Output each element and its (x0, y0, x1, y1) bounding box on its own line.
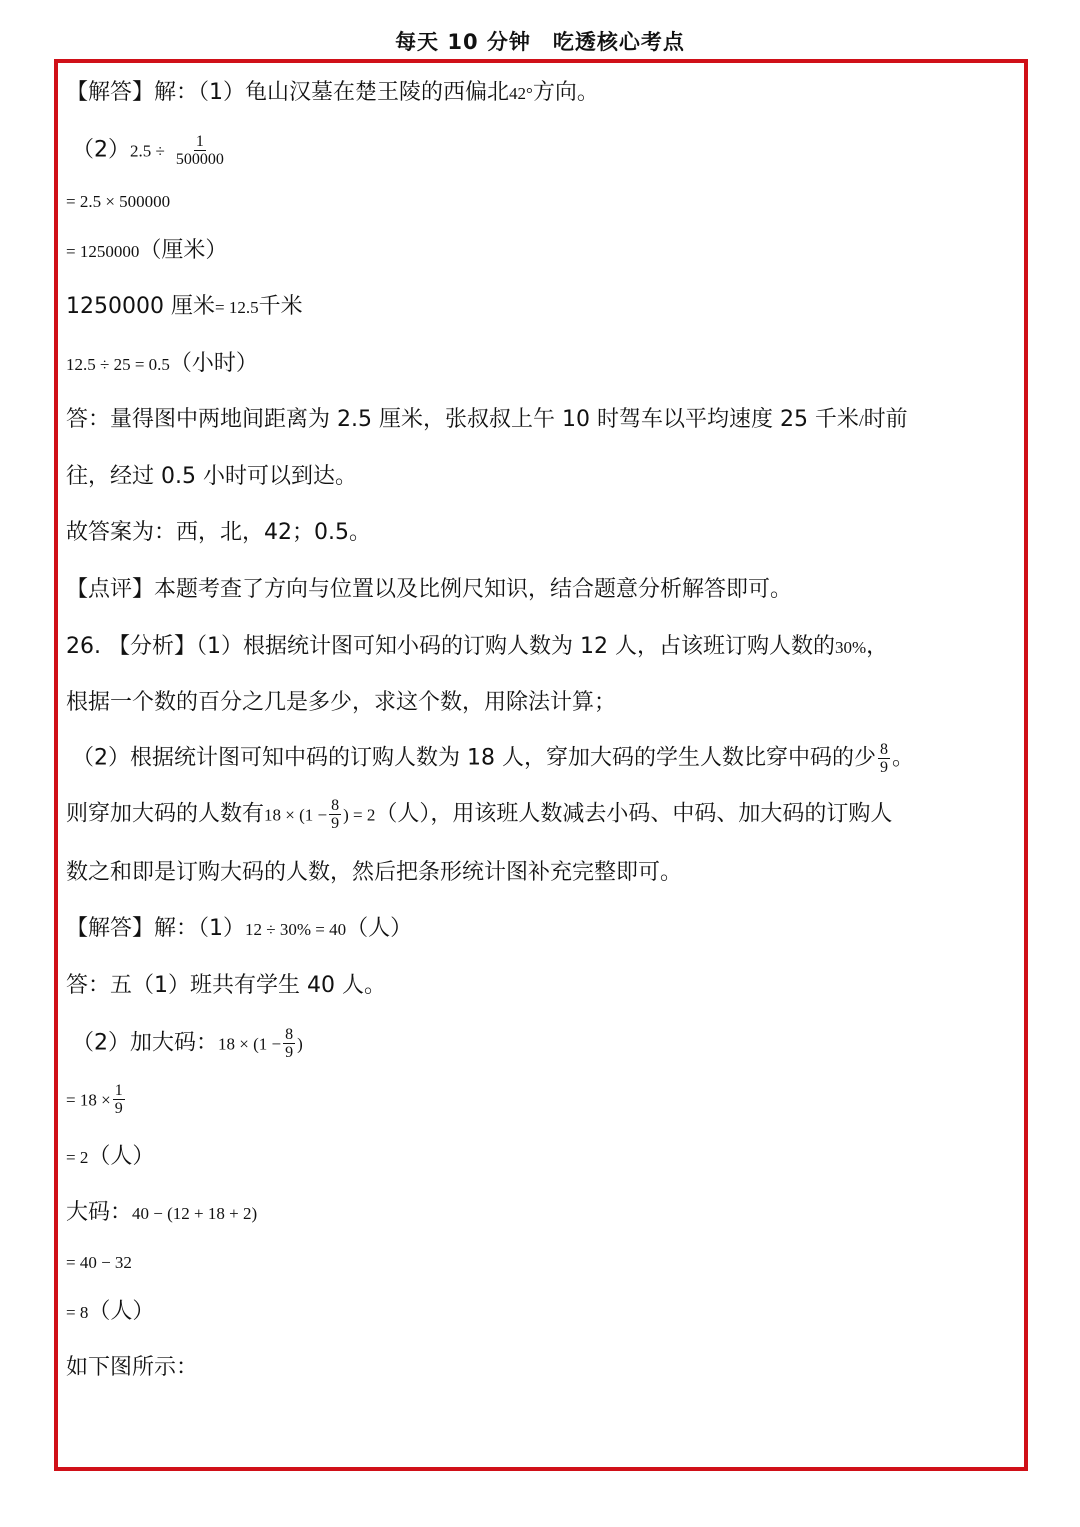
solution-line-3 (66, 1082, 127, 1117)
fraction (878, 741, 890, 776)
math-expression: = 2 (66, 1148, 89, 1167)
line-text: （人），用该班人数减去小码、中码、加大码的订购人 (375, 801, 893, 827)
math-expression: = 2.5 × 500000 (66, 192, 171, 211)
fraction (113, 1082, 125, 1117)
answer-conclusion (66, 405, 908, 436)
line-text: （2） (72, 137, 130, 163)
answer-line-direction (66, 78, 599, 109)
fraction-denominator: 500000 (175, 151, 224, 168)
fraction-denominator: 9 (285, 1044, 294, 1061)
line-text: 。 (891, 745, 914, 771)
analysis-line-4 (66, 797, 892, 832)
comment-line: 【点评】本题考查了方向与位置以及比例尺知识，结合题意分析解答即可。 (66, 577, 793, 602)
line-text: 【解答】解：（1）龟山汉墓在楚王陵的西偏北 (66, 80, 509, 105)
fraction-denominator: 9 (114, 1100, 123, 1117)
answer-line-hours (66, 349, 258, 380)
slash: / (858, 411, 864, 430)
line-text: 大码： (66, 1200, 133, 1225)
analysis-line-1 (66, 632, 888, 663)
angle-value: 42° (509, 84, 533, 103)
math-expression: = 18 × (66, 1090, 111, 1110)
math-expression: 12.5 ÷ 25 = 0.5 (66, 355, 170, 374)
line-text: 则穿加大码的人数有 (66, 801, 265, 827)
math-expression: 2.5 ÷ (130, 141, 165, 161)
fraction-numerator: 8 (879, 741, 888, 758)
fraction-numerator: 1 (114, 1082, 123, 1099)
solution-answer-1: 答：五（1）班共有学生 40 人。 (66, 973, 386, 998)
solution-line-6 (66, 1247, 132, 1278)
line-text: （2）根据统计图可知中码的订购人数为 18 人，穿加大码的学生人数比穿中码的少 (72, 745, 876, 771)
answer-line-division (72, 133, 228, 168)
solution-line-5 (66, 1198, 257, 1229)
fraction (329, 797, 341, 832)
line-text: 26. 【分析】（1）根据统计图可知小码的订购人数为 12 人，占该班订购人数的 (66, 634, 835, 659)
fraction-numerator: 8 (331, 797, 340, 814)
unit-label: （厘米） (139, 238, 228, 263)
solution-line-1 (66, 914, 412, 945)
analysis-line-2: 根据一个数的百分之几是多少，求这个数，用除法计算； (66, 690, 617, 715)
final-answer: 故答案为：西，北，42；0.5。 (66, 520, 371, 545)
line-text: 时前 (863, 407, 908, 432)
math-expression: = 8 (66, 1303, 89, 1322)
math-expression: = 1250000 (66, 242, 140, 261)
math-expression: = 40 − 32 (66, 1253, 132, 1272)
unit-label: （小时） (169, 351, 258, 376)
fraction (174, 133, 226, 168)
percent-value: 30% (834, 638, 867, 657)
math-expression: ) = 2 (343, 805, 376, 825)
line-text: ， (866, 634, 889, 659)
figure-intro: 如下图所示： (66, 1355, 199, 1380)
solution-line-2 (72, 1026, 303, 1061)
page-header: 每天 10 分钟 吃透核心考点 (395, 30, 685, 54)
fraction-denominator: 9 (331, 815, 340, 832)
solution-line-7 (66, 1297, 154, 1328)
math-expression: 12 ÷ 30% = 40 (245, 920, 347, 939)
solution-line-4 (66, 1142, 154, 1173)
math-expression: 40 − (12 + 18 + 2) (132, 1204, 258, 1223)
unit-label: （人） (346, 916, 413, 941)
answer-line-multiply (66, 186, 170, 217)
unit-label: （人） (88, 1144, 155, 1169)
line-text: （2）加大码： (72, 1030, 218, 1056)
line-text: 1250000 厘米 (66, 294, 215, 319)
line-text: 千米 (258, 294, 303, 319)
line-text: 【解答】解：（1） (66, 916, 245, 941)
unit-label: （人） (88, 1299, 155, 1324)
fraction (283, 1026, 295, 1061)
answer-line-km (66, 292, 303, 323)
line-text: 方向。 (532, 80, 599, 105)
fraction-numerator: 1 (195, 133, 204, 150)
analysis-line-5: 数之和即是订购大码的人数，然后把条形统计图补充完整即可。 (66, 860, 683, 885)
fraction-denominator: 9 (879, 759, 888, 776)
answer-conclusion-cont: 往，经过 0.5 小时可以到达。 (66, 464, 357, 489)
fraction-numerator: 8 (285, 1026, 294, 1043)
math-expression: 18 × (1 − (264, 805, 328, 825)
analysis-line-3 (72, 741, 914, 776)
line-text: 答：量得图中两地间距离为 2.5 厘米，张叔叔上午 10 时驾车以平均速度 25 千米 (66, 407, 859, 432)
answer-line-cm (66, 236, 227, 267)
math-expression: = 12.5 (214, 298, 259, 317)
math-expression: ) (297, 1034, 303, 1054)
math-expression: 18 × (1 − (218, 1034, 282, 1054)
